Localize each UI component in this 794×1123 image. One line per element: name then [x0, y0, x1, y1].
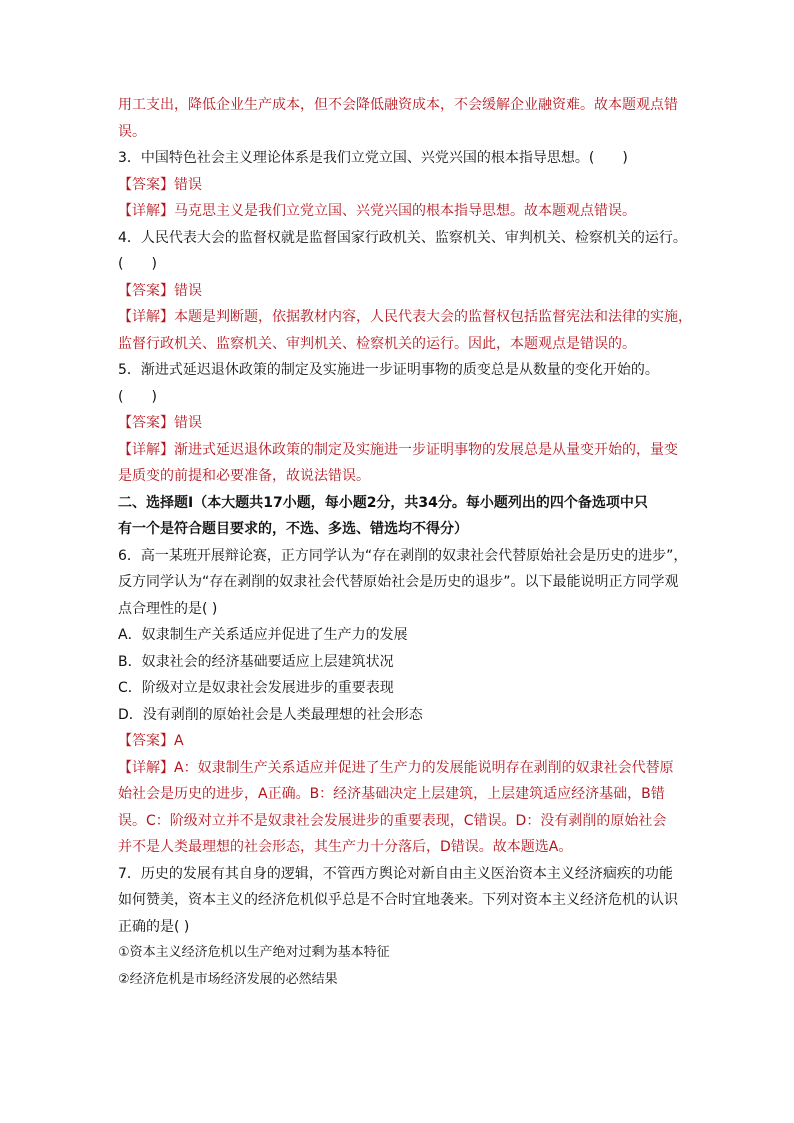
- line-text: 7．历史的发展有其自身的逻辑，不管西方舆论对新自由主义医治资本主义经济痼疾的功能: [118, 865, 673, 882]
- text-line: [118, 225, 687, 252]
- text-line: [118, 702, 678, 729]
- text-line: [118, 940, 678, 967]
- label-tag: 【详解】: [118, 441, 174, 458]
- line-text: 错误: [174, 415, 202, 431]
- explanation-line: [118, 755, 678, 782]
- text-line: [118, 967, 678, 994]
- line-text: 用工支出，降低企业生产成本，但不会降低融资成本，不会缓解企业融资难。故本题观点错: [118, 97, 678, 113]
- label-tag: 【答案】: [118, 282, 174, 299]
- text-line: [118, 543, 688, 570]
- explanation-line: [118, 437, 678, 464]
- line-text: 监督行政机关、监察机关、审判机关、检察机关的运行。因此，本题观点是错误的。: [118, 335, 636, 352]
- text-line: [118, 596, 678, 623]
- line-text: A：奴隶制生产关系适应并促进了生产力的发展能说明存在剥削的奴隶社会代替原: [174, 759, 674, 776]
- line-text: 并不是人类最理想的社会形态，其生产力十分落后，D错误。故本题选A。: [118, 839, 573, 855]
- text-line: [118, 490, 678, 517]
- text-line: [118, 622, 678, 649]
- line-text: 二、选择题Ⅰ（本大题共17小题，每小题2分，共34分。每小题列出的四个备选项中只: [118, 494, 648, 511]
- text-line: [118, 808, 678, 835]
- line-text: 6．高一某班开展辩论赛，正方同学认为“存在剥削的奴隶社会代替原始社会是历史的进步”，: [118, 547, 688, 564]
- line-text: 4．人民代表大会的监督权就是监督国家行政机关、监察机关、审判机关、检察机关的运行。: [118, 229, 687, 246]
- text-line: [118, 92, 678, 119]
- line-text: 反方同学认为“存在剥削的奴隶社会代替原始社会是历史的退步”。以下最能说明正方同学观: [118, 574, 679, 590]
- explanation-line: [118, 304, 692, 331]
- text-line: [118, 914, 678, 941]
- line-text: D．没有剥削的原始社会是人类最理想的社会形态: [118, 706, 423, 723]
- label-tag: 【答案】: [118, 176, 174, 193]
- line-text: 正确的是( ): [118, 918, 190, 935]
- text-line: [118, 516, 678, 543]
- answer-line: [118, 728, 678, 755]
- line-text: 5．渐进式延迟退休政策的制定及实施进一步证明事物的质变总是从数量的变化开始的。: [118, 362, 659, 378]
- document-body: [118, 92, 692, 993]
- text-line: [118, 384, 678, 411]
- line-text: ①资本主义经济危机以生产绝对过剩为基本特征: [118, 945, 390, 960]
- line-text: 如何赞美，资本主义的经济危机似乎总是不合时宜地袭来。下列对资本主义经济危机的认识: [118, 892, 678, 908]
- line-text: 是质变的前提和必要准备，故说法错误。: [118, 468, 370, 484]
- explanation-line: [118, 198, 678, 225]
- label-tag: 【详解】: [118, 309, 174, 325]
- answer-line: [118, 410, 678, 437]
- line-text: 马克思主义是我们立党立国、兴党兴国的根本指导思想。故本题观点错误。: [174, 203, 636, 219]
- text-line: [118, 861, 678, 888]
- text-line: [118, 781, 678, 808]
- text-line: [118, 463, 678, 490]
- answer-line: [118, 172, 678, 199]
- label-tag: 【详解】: [118, 203, 174, 219]
- line-text: 3．中国特色社会主义理论体系是我们立党立国、兴党兴国的根本指导思想。( ): [118, 150, 628, 166]
- line-text: 渐进式延迟退休政策的制定及实施进一步证明事物的发展总是从量变开始的，量变: [174, 441, 678, 458]
- line-text: 点合理性的是( ): [118, 600, 218, 617]
- line-text: 本题是判断题，依据教材内容，人民代表大会的监督权包括监督宪法和法律的实施，: [174, 309, 692, 325]
- answer-line: [118, 278, 678, 305]
- line-text: ( ): [118, 388, 157, 405]
- line-text: B．奴隶社会的经济基础要适应上层建筑状况: [118, 653, 394, 670]
- text-line: [118, 649, 678, 676]
- line-text: 始社会是历史的进步，A正确。B：经济基础决定上层建筑，上层建筑适应经济基础，B错: [118, 786, 665, 802]
- text-line: [118, 675, 678, 702]
- text-line: [118, 251, 678, 278]
- line-text: A: [174, 733, 184, 749]
- line-text: 有一个是符合题目要求的，不选、多选、错选均不得分）: [118, 521, 468, 537]
- line-text: ( ): [118, 256, 157, 272]
- line-text: ②经济危机是市场经济发展的必然结果: [118, 971, 338, 987]
- line-text: A．奴隶制生产关系适应并促进了生产力的发展: [118, 627, 408, 643]
- text-line: [118, 119, 678, 146]
- line-text: 错误: [174, 282, 202, 299]
- text-line: [118, 357, 678, 384]
- text-line: [118, 569, 678, 596]
- line-text: 错误: [174, 176, 202, 193]
- line-text: 误。: [118, 123, 146, 140]
- line-text: C．阶级对立是奴隶社会发展进步的重要表现: [118, 680, 394, 696]
- text-line: [118, 887, 678, 914]
- text-line: [118, 834, 678, 861]
- label-tag: 【答案】: [118, 733, 174, 749]
- text-line: [118, 145, 678, 172]
- label-tag: 【答案】: [118, 415, 174, 431]
- text-line: [118, 331, 678, 358]
- line-text: 误。C：阶级对立并不是奴隶社会发展进步的重要表现，C错误。D：没有剥削的原始社会: [118, 812, 667, 829]
- label-tag: 【详解】: [118, 759, 174, 776]
